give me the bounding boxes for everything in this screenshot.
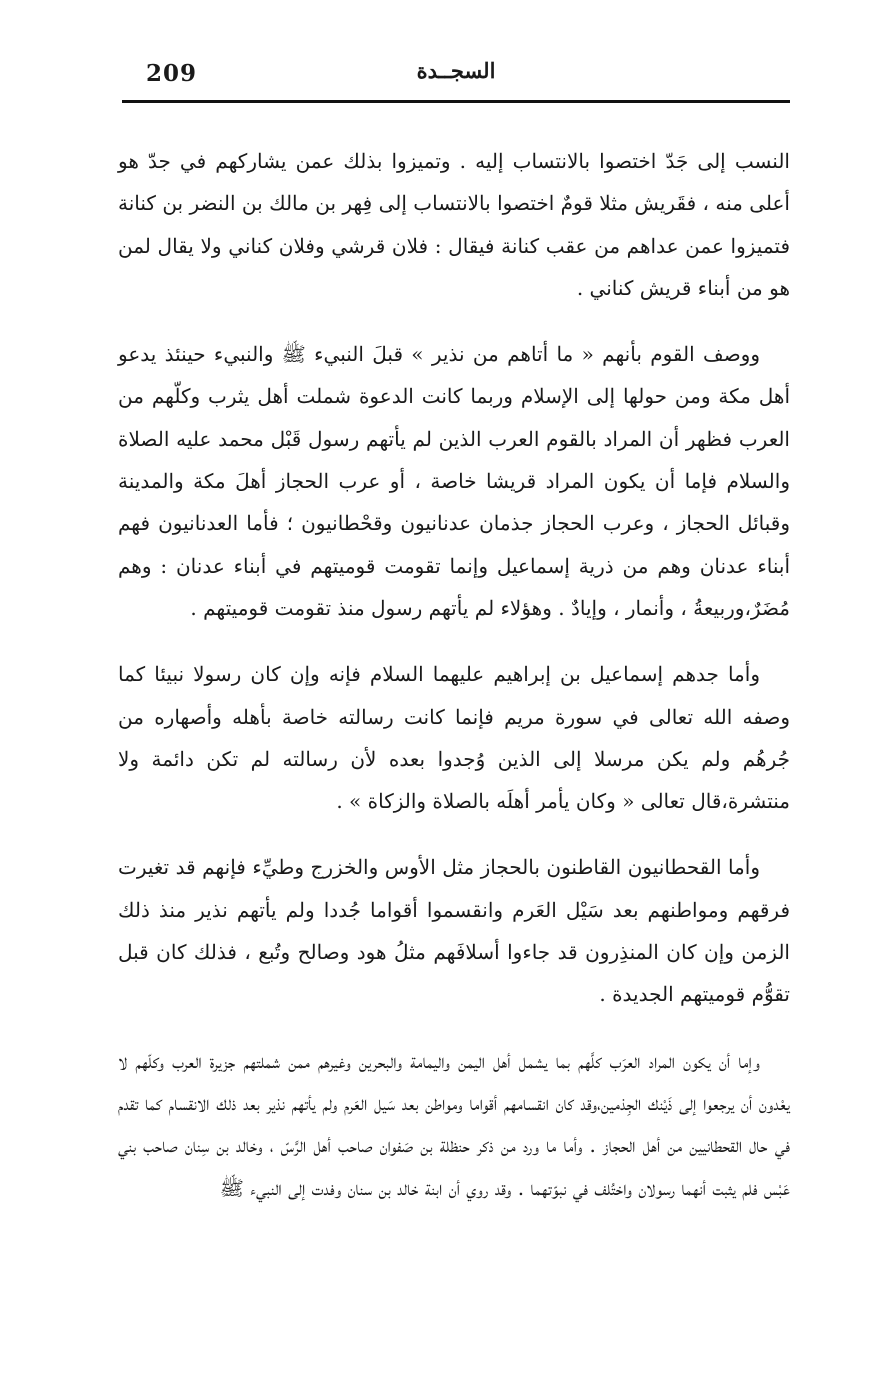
page-number: 209	[146, 60, 198, 87]
header-rule	[122, 100, 790, 103]
chapter-title: السجــدة	[416, 58, 496, 83]
paragraph-4: وأما القحطانيون القاطنون بالحجاز مثل الأوس والخزرج وطيِّء فإنهم قد تغيرت فرقهم ومواطنهم بعد سَيْل العَرم وانقسموا أقواما جُددا ولم يأتهم نذير منذ ذلك الزمن وإن كان المنذِرون قد جاءوا أسلافَهم مثلُ هود وصالح وتُبع ، فذلك كان قبل تقوُّم قوميتهم الجديدة .	[118, 855, 790, 1007]
running-header	[122, 58, 790, 96]
body-text	[118, 140, 790, 1233]
paragraph-3: وأما جدهم إسماعيل بن إبراهيم عليهما السلام فإنه وإن كان رسولا نبيئا كما وصفه الله تعالى في سورة مريم فإنما كانت رسالته خاصة بأهله وأصهاره من جُرهُم ولم يكن مرسلا إلى الذين وُجدوا بعده لأن رسالته لم تكن دائمة ولا منتشرة،قال تعالى « وكان يأمر أهلَه بالصلاة والزكاة » .	[118, 662, 790, 814]
paragraph-2: ووصف القوم بأنهم « ما أتاهم من نذير » قبلَ النبيء ﷺ والنبيء حينئذ يدعو أهل مكة ومن حولها إلى الإسلام وربما كانت الدعوة شملت أهل يثرب وكلّهم من العرب فظهر أن المراد بالقوم العرب الذين لم يأتهم رسول قَبْل محمد عليه الصلاة والسلام فإما أن يكون المراد قريشا خاصة ، أو عرب الحجاز أهلَ مكة والمدينة وقبائل الحجاز ، وعرب الحجاز جذمان عدنانيون وقحْطانيون ؛ فأما العدنانيون فهم أبناء عدنان وهم من ذرية إسماعيل وإنما تقومت قوميتهم في أبناء عدنان : وهم مُضَرٌ،وربيعةُ ، وأنمار ، وإيادٌ . وهؤلاء لم يأتهم رسول منذ تقومت قوميتهم .	[118, 342, 790, 620]
paragraph-5: وإما أن يكون المراد العرَب كلَّهم بما يشمل أهل اليمن واليمامة والبحرين وغيرهم ممن شملتهم جزيرة العرب وكلّهم لا يعْدون أن يرجعوا إلى ذَيْنك الجِذمين،وقد كان انقسامهم أقواما ومواطن بعد سَيل العَرم ولم يأتهم نذير بعد ذلك الانقسام كما تقدم في حال القحطانيين من أهل الحجاز . وأما ما ورد من ذكر حنظلة بن صَفوان صاحب أهل الرَّسّ ، وخالد بن سِنان صاحب بني عَبْس فلم يثبت أنهما رسولان واختُلف في نبوّتهما . وقد روي أن ابنة خالد بن سنان وفدت إلى النبيء ﷺ	[118, 1048, 790, 1200]
paragraph-1: النسب إلى جَدّ اختصوا بالانتساب إليه . وتميزوا بذلك عمن يشاركهم في جدّ هو أعلى منه ، فقَريش مثلا قومٌ اختصوا بالانتساب إلى فِهر بن مالك بن النضر بن كنانة فتميزوا عمن عداهم من عقب كنانة فيقال : فلان قرشي وفلان كناني ولا يقال لمن هو من أبناء قريش كناني .	[118, 149, 790, 300]
